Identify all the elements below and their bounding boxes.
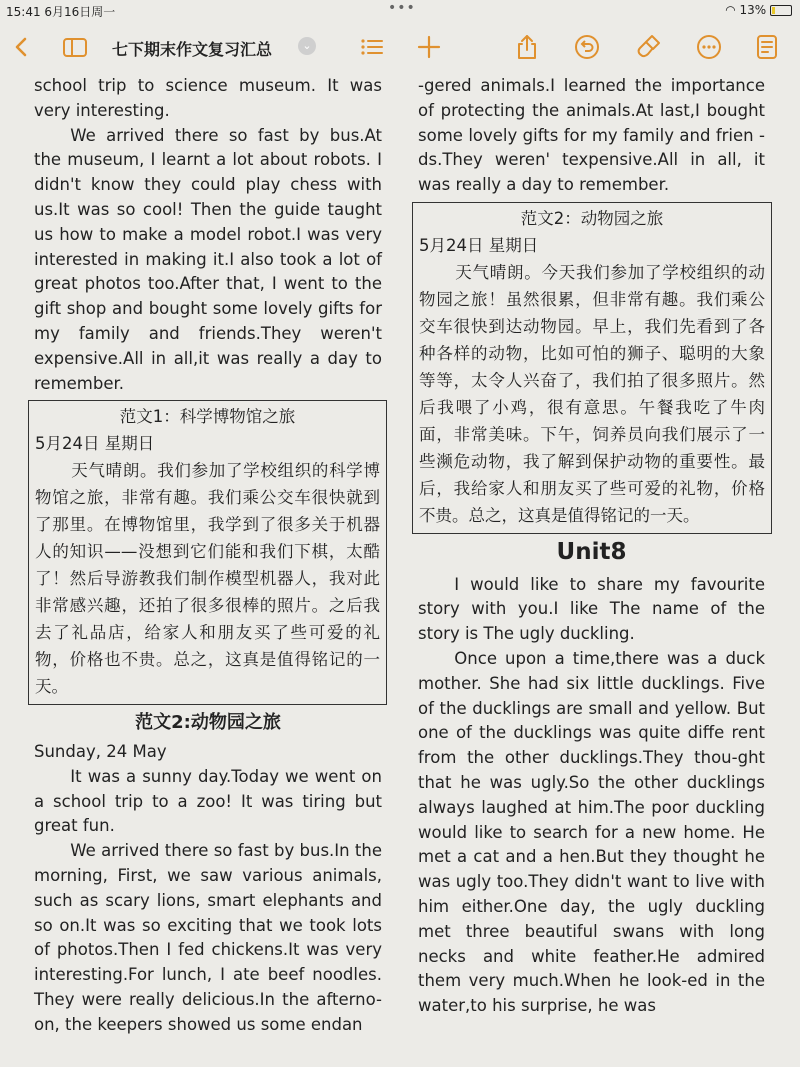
model-essay-box-1 [28,400,387,705]
status-time-date: 15:41 6月16日周一 [6,5,116,19]
right-paragraph-1: -gered animals.I learned the importance of protecting the animals.At last,I bought some lovely gifts for my family and frien -ds.They weren' texpensive.All in all, it was really a day to remember. [418,76,765,195]
status-bar [0,0,800,22]
box2-body: 天气晴朗。今天我们参加了学校组织的动物园之旅！虽然很累，但非常有趣。我们乘公交车很快到达动物园。早上，我们先看到了各种各样的动物，比如可怕的狮子、聪明的大象等等，太令人兴奋了，我们拍了很多照片。然后我喂了小鸡，很有意思。午餐我吃了牛肉面，非常美味。下午，饲养员向我们展示了一些濒危动物，我了解到保护动物的重要性。最后，我给家人和朋友买了些可爱的礼物，价格不贵。总之，这真是值得铭记的一天。 [419,262,765,525]
status-right [725,3,792,17]
box1-body: 天气晴朗。我们参加了学校组织的科学博物馆之旅，非常有趣。我们乘公交车很快就到了那里。在博物馆里，我学到了很多关于机器人的知识——没想到它们能和我们下棋，太酷了！然后导游教我们制作模型机器人，我对此非常感兴趣，还拍了很多很棒的照片。之后我去了礼品店，给家人和朋友买了些可爱的礼物，价格也不贵。总之，这真是值得铭记的一天。 [35,461,380,697]
share-icon[interactable] [512,32,542,62]
left-paragraph-4: We arrived there so fast by bus.In the morning, First, we saw various animals, such as scary lions, smart elephants and so on.It was so exciting that we took lots of photos.Then I fed chickens.It was very interesting.For lunch, I ate beef noodles. They were really delicious.In the afterno-on, the keepers showed us some endan [34,841,382,1034]
right-paragraph-2: I would like to share my favourite story with you.I like The name of the story is The ugly duckling. [418,574,765,644]
left-paragraph-3: It was a sunny day.Today we went on a school trip to a zoo! It was tiring but great fun. [34,766,382,836]
left-paragraph-2: We arrived there so fast by bus.At the museum, I learnt a lot about robots. I didn't know they could play chess with us.It was so cool! Then the guide taught us how to make a model robot.I was very interested in making it.I also took a lot of great photos too.After that, I went to the gift shop and bought some lovely gifts for my family and friends.They weren't expensive.All in all,it was really a day to remember. [34,125,382,393]
model-essay-box-2 [412,202,772,534]
note-icon[interactable] [752,32,782,62]
left-column [34,74,382,1038]
unit-heading: Unit8 [556,538,627,565]
right-column [418,74,765,1019]
list-icon[interactable] [357,32,387,62]
chevron-down-icon[interactable]: ⌄ [298,37,316,55]
wifi-icon: ◠ [725,3,736,17]
undo-icon[interactable] [572,32,602,62]
box1-date: 5月24日 星期日 [35,434,155,454]
box2-title: 范文2：动物园之旅 [520,208,664,228]
date-line: Sunday, 24 May [34,741,167,761]
multitasking-dots[interactable]: ••• [388,0,416,16]
plus-icon[interactable] [414,32,444,62]
toolbar [0,24,800,70]
chevron-left-icon[interactable] [6,32,36,62]
box1-title: 范文1：科学博物馆之旅 [119,407,296,427]
heading-model-essay-2: 范文2:动物园之旅 [135,712,281,734]
battery-icon [770,5,792,16]
left-paragraph-1: school trip to science museum. It was very interesting. [34,76,382,120]
more-icon[interactable] [694,32,724,62]
box2-date: 5月24日 星期日 [419,235,539,255]
battery-percent: 13% [739,3,767,17]
brush-icon[interactable] [634,32,664,62]
note-title[interactable]: 七下期末作文复习汇总 [112,40,273,59]
right-paragraph-3: Once upon a time,there was a duck mother. She had six little ducklings. Five of the ducklings are small and yellow. But one of the ducklings was quite diffe rent from the other ducklings.They thou-ght that he was ugly.So the other ducklings always laughed at him.The poor duckling would like to search for a new home. He met a cat and a hen.But they thought he was ugly too.They didn't want to live with him either.One day, the ugly duckling met three beautiful swans with long necks and white feather.He admired them very much.When he look-ed in the water,to his surprise, he was [418,648,765,1016]
sidebar-icon[interactable] [60,32,90,62]
